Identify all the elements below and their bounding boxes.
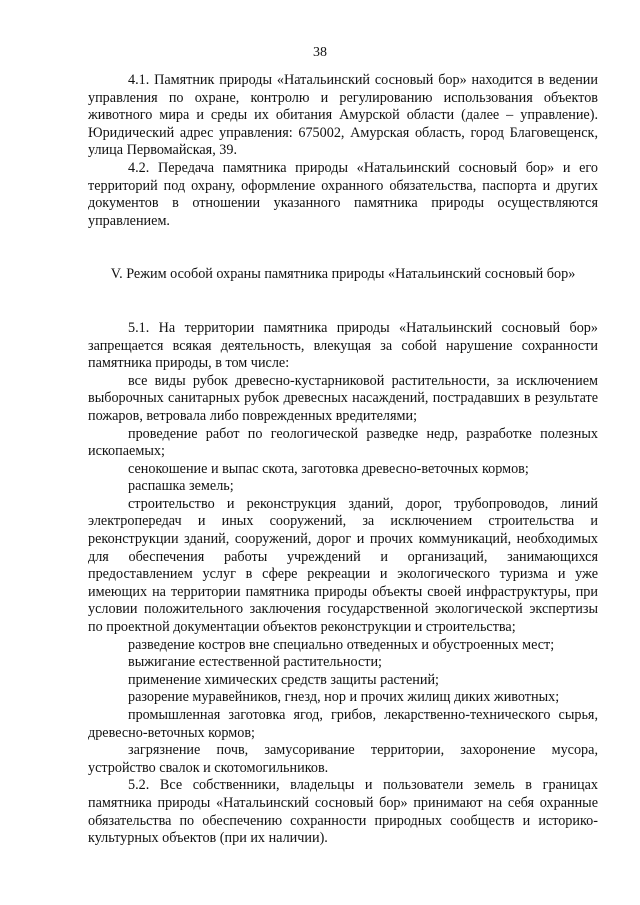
list-item: строительство и реконструкция зданий, дорог, трубопроводов, линий электропередач и иных сооружений, за исключением строительства и реконструкции зданий, сооружений, дорог и прочих коммуникаций, необходимых для обеспечения работы учреждений и организаций, занимающихся предоставлением услуг в сфере рекреации и экологического туризма и уже имеющих на территории памятника природы объекты своей инфраструктуры, при условии положительного заключения государственной экологической экспертизы по проектной документации объектов реконструкции и строительства;	[88, 495, 598, 636]
list-item: все виды рубок древесно-кустарниковой растительности, за исключением выборочных санитарных рубок древесных насаждений, пострадавших в результате пожаров, ветровала либо поврежденных вредителями;	[88, 372, 598, 424]
list-item: выжигание естественной растительности;	[128, 654, 382, 671]
paragraph-4-1: 4.1. Памятник природы «Натальинский сосновый бор» находится в ведении управления по охране, контролю и регулированию использования объектов животного мира и среды их обитания Амурской области (далее – управление). Юридический адрес управления: 675002, Амурская область, город Благовещенск, улица Первомайская, 39.	[88, 72, 598, 159]
paragraph-5-1: 5.1. На территории памятника природы «Натальинский сосновый бор» запрещается всякая деятельность, влекущая за собой нарушение сохранности памятника природы, в том числе:	[88, 319, 598, 372]
list-item: промышленная заготовка ягод, грибов, лекарственно-технического сырья, древесно-веточных кормов;	[88, 707, 598, 741]
list-item: проведение работ по геологической разведке недр, разработке полезных ископаемых;	[88, 425, 598, 460]
list-item: загрязнение почв, замусоривание территории, захоронение мусора, устройство свалок и скотомогильников.	[88, 742, 598, 776]
list-item: разорение муравейников, гнезд, нор и прочих жилищ диких животных;	[128, 689, 560, 706]
document-body	[88, 72, 598, 848]
list-item: разведение костров вне специально отведенных и обустроенных мест;	[128, 636, 555, 653]
list-item: распашка земель;	[128, 478, 234, 495]
page-number: 38	[313, 45, 327, 60]
paragraph-5-2: 5.2. Все собственники, владельцы и пользователи земель в границах памятника природы «Натальинский сосновый бор» принимают на себя охранные обязательства по обеспечению сохранности природных сообществ и историко-культурных объектов (при их наличии).	[88, 777, 598, 847]
section-heading-v: V. Режим особой охраны памятника природы «Натальинский сосновый бор»	[110, 266, 576, 283]
paragraph-4-2: 4.2. Передача памятника природы «Натальинский сосновый бор» и его территорий под охрану, оформление охранного обязательства, паспорта и других документов в отношении указанного памятника природы осуществляются управлением.	[88, 159, 598, 229]
list-item: применение химических средств защиты растений;	[128, 671, 440, 688]
list-item: сенокошение и выпас скота, заготовка древесно-веточных кормов;	[128, 460, 529, 477]
